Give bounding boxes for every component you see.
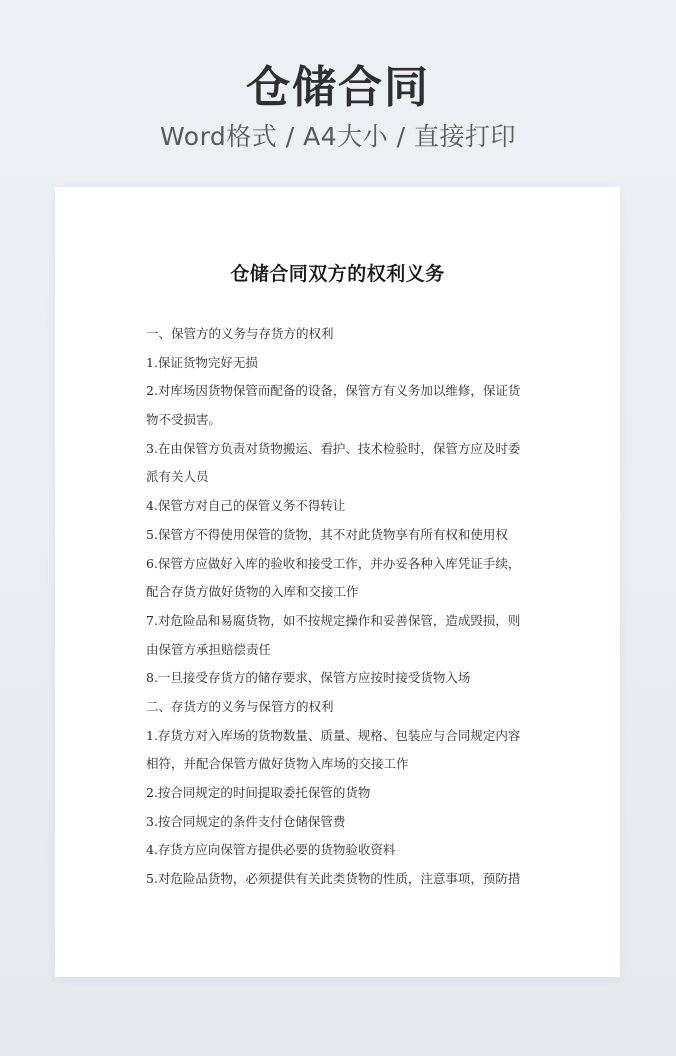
document-title: 仓储合同双方的权利义务 — [230, 263, 445, 285]
document-line: 3.按合同规定的条件支付仓储保管费 — [146, 813, 346, 829]
document-line: 二、存货方的义务与保管方的权利 — [146, 698, 334, 714]
document-line: 5.保管方不得使用保管的货物，其不对此货物享有所有权和使用权 — [146, 526, 508, 542]
document-line: 一、保管方的义务与存货方的权利 — [146, 326, 334, 341]
document-line: 1.存货方对入库场的货物数量、质量、规格、包装应与合同规定内容 — [146, 727, 521, 743]
document-line: 7.对危险品和易腐货物，如不按规定操作和妥善保管，造成毁损，则 — [146, 612, 521, 628]
document-line: 派有关人员 — [146, 469, 209, 485]
banner-subtitle: Word格式 / A4大小 / 直接打印 — [160, 122, 516, 151]
banner — [0, 58, 676, 154]
document-line: 2.按合同规定的时间提取委托保管的货物 — [146, 785, 371, 800]
banner-title: 仓储合同 — [246, 62, 430, 113]
document-line: 2.对库场因货物保管而配备的设备，保管方有义务加以维修，保证货 — [146, 383, 521, 399]
document-line: 4.存货方应向保管方提供必要的货物验收资料 — [146, 842, 396, 858]
document-line: 4.保管方对自己的保管义务不得转让 — [146, 498, 346, 514]
document-page — [55, 187, 620, 977]
document-line: 配合存货方做好货物的入库和交接工作 — [146, 584, 359, 600]
document-line: 6.保管方应做好入库的验收和接受工作，并办妥各种入库凭证手续， — [146, 555, 521, 571]
document-line: 3.在由保管方负责对货物搬运、看护、技术检验时，保管方应及时委 — [146, 440, 521, 456]
document-line: 物不受损害。 — [146, 412, 222, 428]
document-line: 8.一旦接受存货方的储存要求，保管方应按时接受货物入场 — [146, 670, 471, 686]
document-line: 5.对危险品货物，必须提供有关此类货物的性质，注意事项，预防措 — [146, 871, 521, 887]
document-line: 1.保证货物完好无损 — [146, 354, 258, 370]
document-body — [146, 320, 536, 894]
document-line: 由保管方承担赔偿责任 — [146, 641, 272, 657]
document-line: 相符，并配合保管方做好货物入库场的交接工作 — [146, 756, 409, 772]
